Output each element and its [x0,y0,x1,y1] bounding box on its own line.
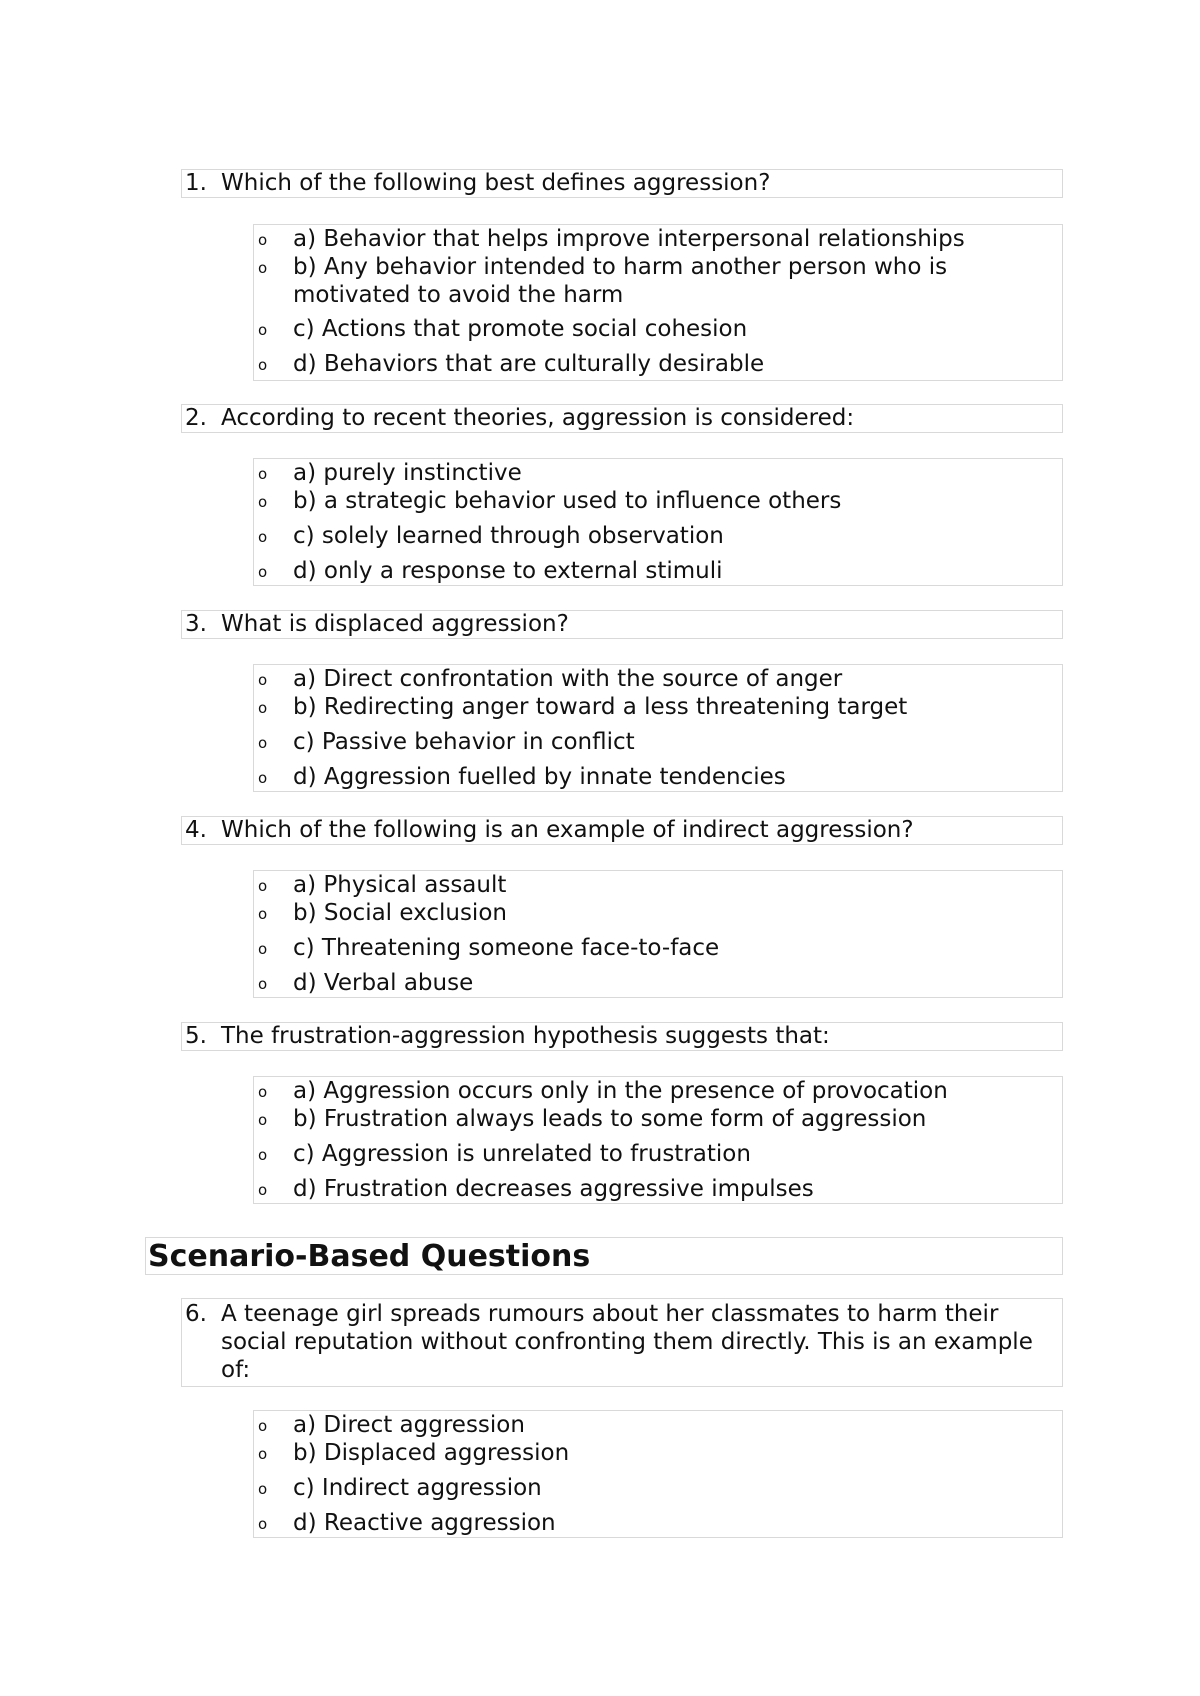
option-item [254,1140,1062,1175]
option-text: a) Direct confrontation with the source of anger [293,666,843,692]
option-text: c) Threatening someone face-to-face [293,935,720,961]
option-item [254,1474,1062,1509]
options-list-2 [253,458,1063,586]
bullet-icon: o [258,734,268,752]
bullet-icon: o [258,769,268,787]
option-text: b) Frustration always leads to some form of aggression [293,1106,927,1132]
bullet-icon: o [258,493,268,511]
option-text: a) Behavior that helps improve interpersonal relationships [293,226,965,252]
bullet-icon: o [258,1181,268,1199]
option-text: b) Displaced aggression [293,1440,570,1466]
options-list-6 [253,1410,1063,1538]
option-item [254,459,1062,487]
option-item [254,969,1062,997]
bullet-icon: o [258,1417,268,1435]
bullet-icon: o [258,231,268,249]
bullet-icon: o [258,1480,268,1498]
bullet-icon: o [258,699,268,717]
option-text: d) Aggression fuelled by innate tendencies [293,764,786,790]
option-item [254,899,1062,934]
option-text: b) Any behavior intended to harm another person who is motivated to avoid the harm [293,254,948,308]
option-text: b) a strategic behavior used to influence others [293,488,842,514]
option-text: d) Behaviors that are culturally desirable [293,351,765,377]
option-text: d) only a response to external stimuli [293,558,723,584]
bullet-icon: o [258,1111,268,1129]
bullet-icon: o [258,877,268,895]
option-item [254,350,1062,378]
bullet-icon: o [258,259,268,277]
question-number: 3. [185,611,207,637]
question-number: 4. [185,817,207,843]
bullet-icon: o [258,321,268,339]
bullet-icon: o [258,356,268,374]
question-number: 6. [185,1301,207,1327]
option-text: c) Indirect aggression [293,1475,542,1501]
option-text: c) Aggression is unrelated to frustration [293,1141,751,1167]
option-text: c) solely learned through observation [293,523,724,549]
options-list-5 [253,1076,1063,1204]
bullet-icon: o [258,905,268,923]
bullet-icon: o [258,528,268,546]
option-text: d) Reactive aggression [293,1510,556,1536]
options-list-3 [253,664,1063,792]
option-item [254,1509,1062,1537]
bullet-icon: o [258,671,268,689]
option-text: a) Physical assault [293,872,507,898]
question-number: 1. [185,170,207,196]
section-heading: Scenario-Based Questions [145,1237,1063,1275]
option-item [254,1439,1062,1474]
question-text: A teenage girl spreads rumours about her classmates to harm their social reputation without confronting them directly. This is an example of: [221,1301,1033,1383]
question-text: The frustration-aggression hypothesis suggests that: [221,1023,830,1049]
question-2 [181,404,1063,433]
option-item [254,487,1062,522]
bullet-icon: o [258,465,268,483]
options-list-4 [253,870,1063,998]
option-text: d) Verbal abuse [293,970,474,996]
option-text: a) Direct aggression [293,1412,525,1438]
bullet-icon: o [258,563,268,581]
option-item [254,871,1062,899]
option-item [254,763,1062,791]
question-3 [181,610,1063,639]
option-text: a) purely instinctive [293,460,522,486]
question-text: What is displaced aggression? [221,611,569,637]
question-1 [181,169,1063,198]
question-5 [181,1022,1063,1051]
question-text: According to recent theories, aggression is considered: [221,405,855,431]
question-4 [181,816,1063,845]
question-text: Which of the following is an example of indirect aggression? [221,817,914,843]
bullet-icon: o [258,1445,268,1463]
bullet-icon: o [258,975,268,993]
option-item [254,1411,1062,1439]
bullet-icon: o [258,940,268,958]
option-text: c) Passive behavior in conflict [293,729,635,755]
option-item [254,728,1062,763]
option-item [254,225,1062,253]
option-item [254,253,1062,315]
option-text: d) Frustration decreases aggressive impulses [293,1176,814,1202]
question-text: Which of the following best defines aggression? [221,170,771,196]
option-item [254,693,1062,728]
option-item [254,665,1062,693]
option-item [254,1105,1062,1140]
bullet-icon: o [258,1515,268,1533]
option-item [254,934,1062,969]
option-text: b) Redirecting anger toward a less threatening target [293,694,908,720]
question-number: 2. [185,405,207,431]
option-item [254,522,1062,557]
option-text: a) Aggression occurs only in the presence of provocation [293,1078,948,1104]
option-text: c) Actions that promote social cohesion [293,316,748,342]
option-item [254,1077,1062,1105]
bullet-icon: o [258,1083,268,1101]
question-number: 5. [185,1023,207,1049]
option-item [254,1175,1062,1203]
options-list-1 [253,224,1063,381]
option-item [254,315,1062,350]
option-text: b) Social exclusion [293,900,507,926]
option-item [254,557,1062,585]
bullet-icon: o [258,1146,268,1164]
question-6 [181,1298,1063,1387]
